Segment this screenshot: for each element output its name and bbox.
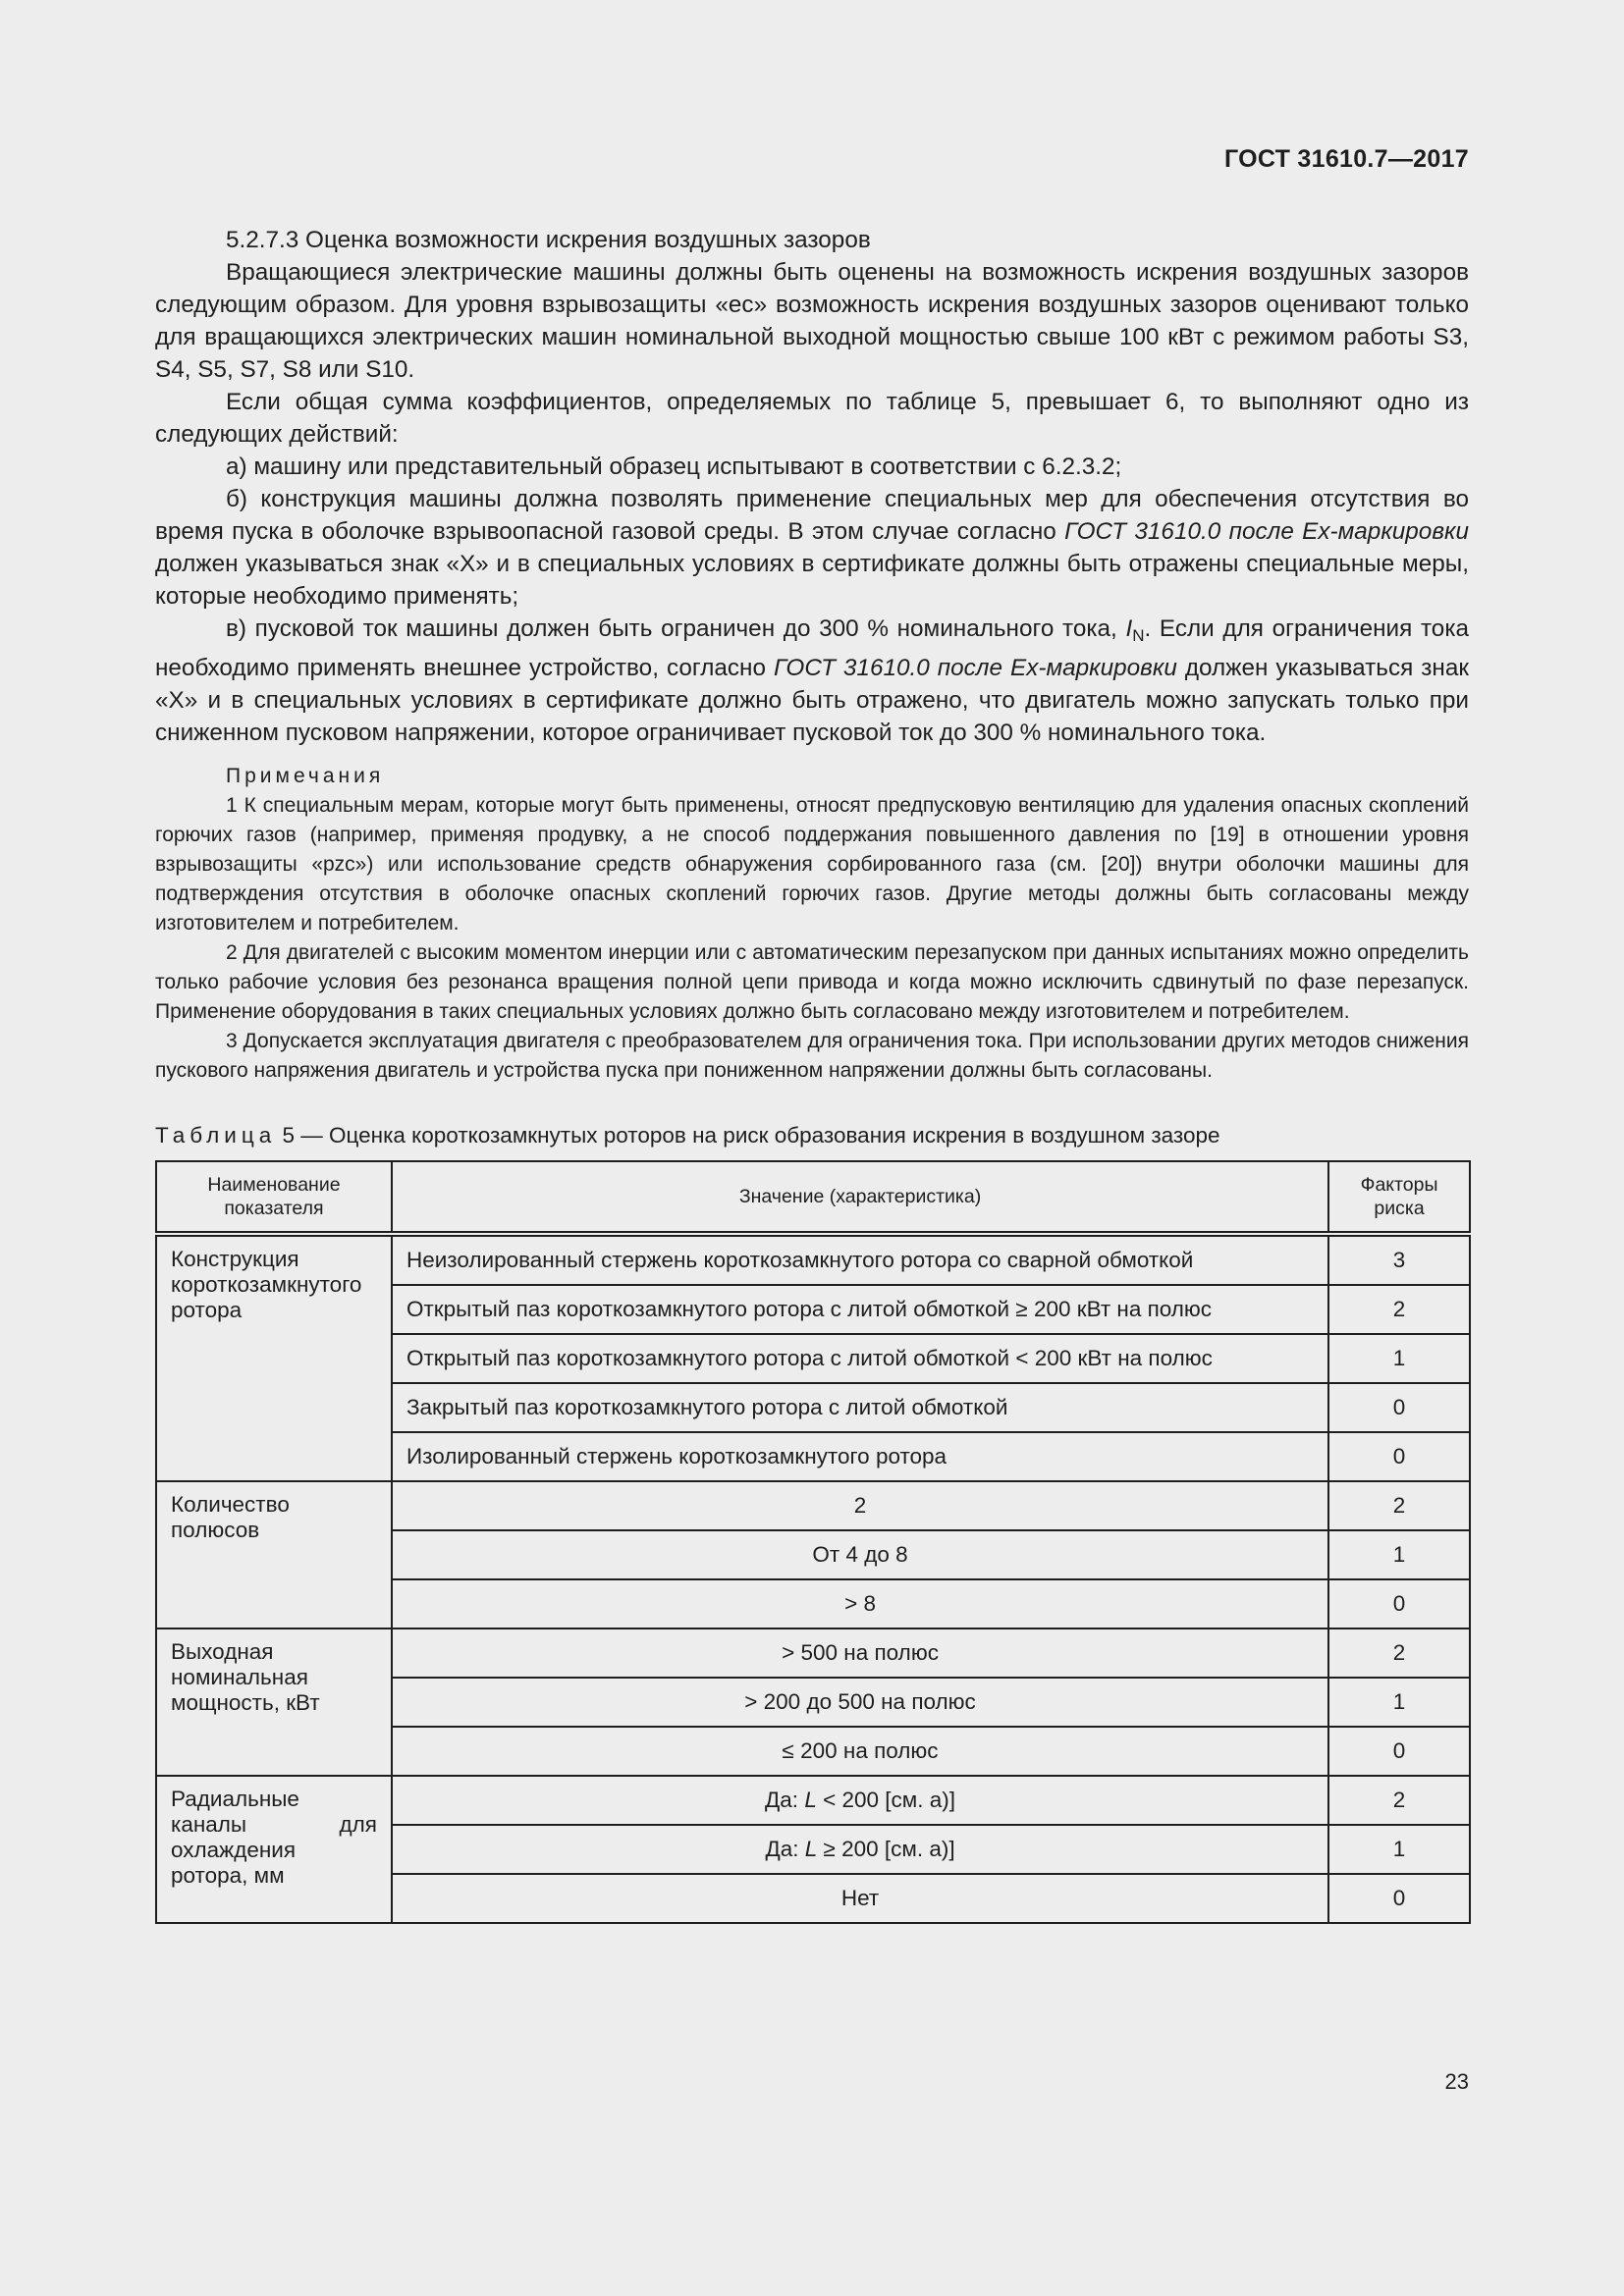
table-cell-value: ≤ 200 на полюс bbox=[392, 1727, 1328, 1776]
notes-block bbox=[155, 762, 1469, 1086]
note-1: 1 К специальным мерам, которые могут быть применены, относят предпусковую вентиляцию для удаления опасных скоплений горючих газов (например, применяя продувку, а не способ поддержания повышенного давления по [19] в отношении уровня взрывозащиты «pzc») или использование средств обнаружения сорбированного газа (см. [20]) внутри оболочки машины для подтверждения отсутствия в оболочке опасных скоплений горючих газов. Другие методы должны быть согласованы между изготовителем и потребителем. bbox=[155, 794, 1469, 935]
length-symbol: L bbox=[804, 1837, 818, 1862]
table-cell-value: Открытый паз короткозамкнутого ротора с литой обмоткой ≥ 200 кВт на полюс bbox=[392, 1285, 1328, 1334]
standard-reference: ГОСТ 31610.0 после Ex-маркировки bbox=[1064, 518, 1469, 545]
page-content bbox=[155, 224, 1469, 1924]
column-header: Факторы риска bbox=[1328, 1161, 1470, 1234]
table-row bbox=[156, 1776, 1470, 1825]
table-cell-factor: 3 bbox=[1328, 1234, 1470, 1285]
table-row bbox=[156, 1481, 1470, 1530]
document-header: ГОСТ 31610.7—2017 bbox=[1223, 145, 1469, 173]
table-cell-value: Нет bbox=[392, 1874, 1328, 1923]
table-row bbox=[156, 1234, 1470, 1285]
table-cell-factor: 0 bbox=[1328, 1727, 1470, 1776]
table-cell-factor: 0 bbox=[1328, 1874, 1470, 1923]
group-name: Конструкция короткозамкнутого ротора bbox=[156, 1234, 392, 1481]
table-cell-value: Да: L ≥ 200 [см. а)] bbox=[392, 1825, 1328, 1874]
page-number: 23 bbox=[1444, 2069, 1469, 2094]
table-cell-factor: 1 bbox=[1328, 1530, 1470, 1579]
current-symbol: I bbox=[1125, 615, 1133, 642]
standard-reference: ГОСТ 31610.0 после Ex-маркировки bbox=[774, 655, 1177, 682]
table-cell-factor: 2 bbox=[1328, 1285, 1470, 1334]
table-cell-factor: 0 bbox=[1328, 1432, 1470, 1481]
note-2: 2 Для двигателей с высоким моментом инерции или с автоматическим перезапуском при данных испытаниях можно определить только рабочие условия без резонанса вращения полной цепи привода и когда можно исключить сдвинутый по фазе перезапуск. Применение оборудования в таких специальных условиях должно быть согласовано между изготовителем и потребителем. bbox=[155, 941, 1469, 1024]
table-cell-value: > 8 bbox=[392, 1579, 1328, 1629]
table-cell-value: 2 bbox=[392, 1481, 1328, 1530]
paragraph-2: Если общая сумма коэффициентов, определяемых по таблице 5, превышает 6, то выполняют одно из следующих действий: bbox=[155, 389, 1469, 448]
table-header-row bbox=[156, 1161, 1470, 1234]
table-cell-factor: 1 bbox=[1328, 1825, 1470, 1874]
table-cell-factor: 0 bbox=[1328, 1383, 1470, 1432]
table-caption: Таблица 5 — Оценка короткозамкнутых роторов на риск образования искрения в воздушном зазоре bbox=[155, 1123, 1220, 1148]
column-header: Наименование показателя bbox=[156, 1161, 392, 1234]
table-cell-value: Закрытый паз короткозамкнутого ротора с литой обмоткой bbox=[392, 1383, 1328, 1432]
table-cell-value: От 4 до 8 bbox=[392, 1530, 1328, 1579]
risk-table bbox=[155, 1160, 1471, 1924]
list-item-b: б) конструкция машины должна позволять применение специальных мер для обеспечения отсутствия во время пуска в оболочке взрывоопасной газовой среды. В этом случае согласно ГОСТ 31610.0 после Ex-маркировки должен указываться знак «X» и в специальных условиях в сертификате должны быть отражены специальные меры, которые необходимо применять; bbox=[155, 486, 1469, 610]
table-cell-value: > 200 до 500 на полюс bbox=[392, 1678, 1328, 1727]
table-cell-value: Изолированный стержень короткозамкнутого ротора bbox=[392, 1432, 1328, 1481]
table-cell-value: Да: L < 200 [см. а)] bbox=[392, 1776, 1328, 1825]
table-cell-value: Открытый паз короткозамкнутого ротора с литой обмоткой < 200 кВт на полюс bbox=[392, 1334, 1328, 1383]
section-text bbox=[155, 224, 1469, 749]
table-cell-factor: 1 bbox=[1328, 1678, 1470, 1727]
table-cell-factor: 2 bbox=[1328, 1481, 1470, 1530]
section-title: 5.2.7.3 Оценка возможности искрения воздушных зазоров bbox=[226, 227, 871, 253]
group-name: Количество полюсов bbox=[156, 1481, 392, 1629]
table-cell-factor: 1 bbox=[1328, 1334, 1470, 1383]
table-row bbox=[156, 1629, 1470, 1678]
length-symbol: L bbox=[804, 1788, 817, 1813]
table-cell-factor: 2 bbox=[1328, 1629, 1470, 1678]
table-cell-value: Неизолированный стержень короткозамкнутого ротора со сварной обмоткой bbox=[392, 1234, 1328, 1285]
group-name: Выходная номинальная мощность, кВт bbox=[156, 1629, 392, 1776]
column-header: Значение (характеристика) bbox=[392, 1161, 1328, 1234]
table-cell-factor: 2 bbox=[1328, 1776, 1470, 1825]
list-item-c: в) пусковой ток машины должен быть ограничен до 300 % номинального тока, $I_N$. Если для ограничения тока необходимо применять внешнее устройство, согласно ГОСТ 31610.0 после Ex-маркировки должен указываться знак «X» и в специальных условиях в сертификате должно быть отражено, что двигатель можно запускать только при сниженном пусковом напряжении, которое ограничивает пусковой ток до 300 % номинального тока. bbox=[155, 615, 1469, 747]
group-name: Радиальные каналы для охлаждения ротора, мм bbox=[156, 1776, 392, 1923]
note-3: 3 Допускается эксплуатация двигателя с преобразователем для ограничения тока. При использовании других методов снижения пускового напряжения двигатель и устройства пуска при пониженном напряжении должны быть согласованы. bbox=[155, 1030, 1469, 1083]
current-subscript: N bbox=[1132, 626, 1145, 646]
paragraph-1: Вращающиеся электрические машины должны быть оценены на возможность искрения воздушных зазоров следующим образом. Для уровня взрывозащиты «ес» возможность искрения воздушных зазоров оценивают только для вращающихся электрических машин номинальной выходной мощностью свыше 100 кВт с режимом работы S3, S4, S5, S7, S8 или S10. bbox=[155, 259, 1469, 383]
table-cell-value: > 500 на полюс bbox=[392, 1629, 1328, 1678]
list-item-a: а) машину или представительный образец испытывают в соответствии с 6.2.3.2; bbox=[226, 454, 1122, 480]
table-cell-factor: 0 bbox=[1328, 1579, 1470, 1629]
notes-heading: Примечания bbox=[226, 765, 385, 788]
